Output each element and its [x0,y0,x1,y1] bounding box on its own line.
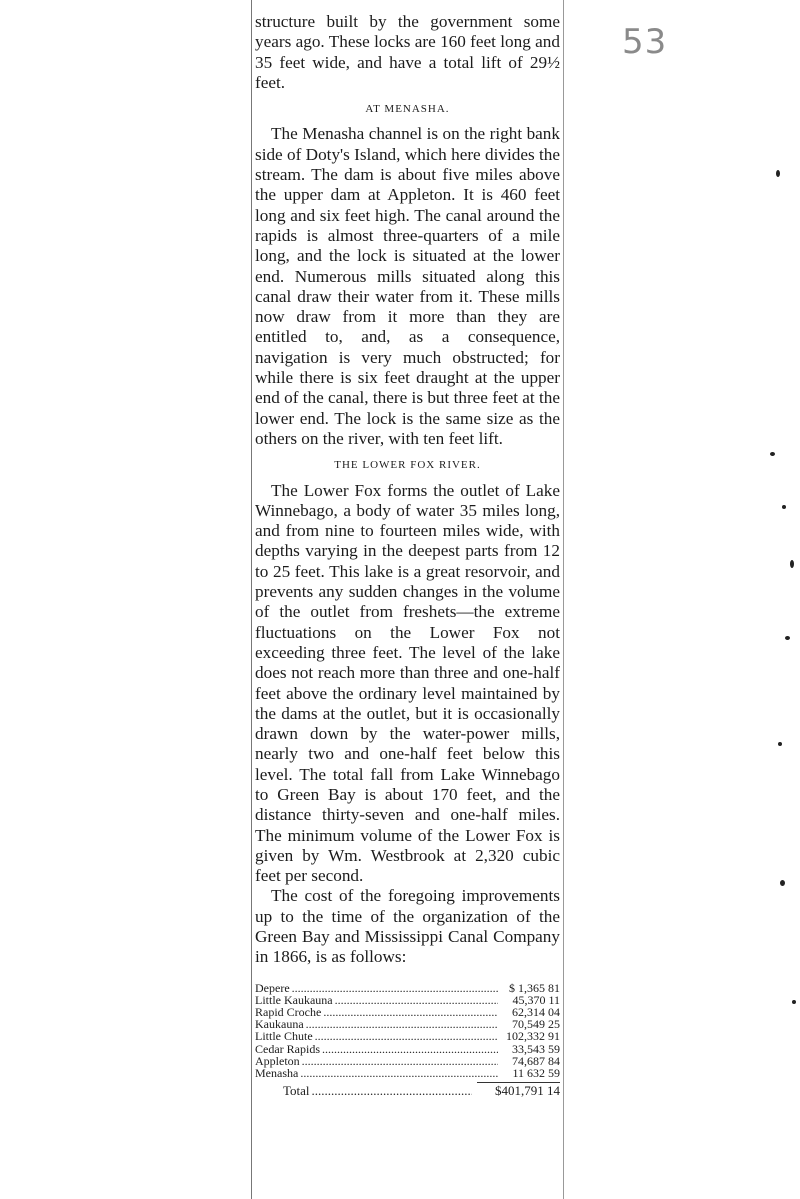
scan-speck [785,636,790,640]
ledger-name: Kaukauna [255,1017,304,1032]
leader-dots [302,1055,498,1067]
ledger-total-label: Total [283,1083,310,1099]
ledger-name: Little Kaukauna [255,992,333,1007]
ledger-amount: 45,370 11 [512,992,560,1007]
ledger-name: Menasha [255,1066,299,1081]
scan-speck [792,1000,796,1004]
clipping-right-edge [563,0,564,1199]
article-column [255,12,560,1097]
section-heading-lower-fox: THE LOWER FOX RIVER. [334,459,481,472]
cost-ledger [255,982,560,1098]
leader-dots [323,1006,498,1018]
ledger-amount: 62,314 04 [512,1005,560,1020]
ledger-amount: 11 632 59 [512,1066,560,1081]
leader-dots [312,1085,472,1097]
section-heading-menasha: AT MENASHA. [365,103,450,116]
ledger-amount: 70,549 25 [512,1017,560,1032]
ledger-total-row [255,1085,560,1097]
paragraph-1: structure built by the government some years ago. These locks are 160 feet long and 35 feet wide, and have a total lift of 29½ feet. [255,12,560,92]
ledger-amount: $ 1,365 81 [509,980,560,995]
ledger-amount: 74,687 84 [512,1053,560,1068]
paragraph-2: The Menasha channel is on the right bank side of Doty's Island, which here divides the stream. The dam is about five miles above the upper dam at Appleton. It is 460 feet long and six feet high. The canal around the rapids is almost three-quarters of a mile long, and the lock is situated at the lower end. Numerous mills situated along this canal draw their water from it. These mills now draw from it more than they are entitled to, and, as a consequence, navigation is very much obstructed; for while there is six feet draught at the upper end of the canal, there is but three feet at the lower end. The lock is the same size as the others on the river, with ten feet lift. [255,124,560,448]
paragraph-4: The cost of the foregoing improvements up to the time of the organization of the Green Bay and Mississippi Canal Company in 1866, is as follows: [255,886,560,967]
ledger-row [255,1030,560,1042]
leader-dots [335,994,498,1006]
ledger-total-amount: $401,791 14 [495,1083,560,1099]
leader-dots [300,1067,498,1079]
leader-dots [306,1018,498,1030]
ledger-name: Depere [255,980,290,995]
paragraph-3: The Lower Fox forms the outlet of Lake Winnebago, a body of water 35 miles long, and from nine to fourteen miles wide, with depths varying in the deepest parts from 12 to 25 feet. This lake is a great resorvoir, and prevents any sudden changes in the volume of the outlet from freshets—the extreme fluctuations on the Lower Fox not exceeding three feet. The level of the lake does not reach more than three and one-half feet above the ordinary level maintained by the dams at the outlet, but it is occasionally drawn down by the water-power mills, nearly two and one-half feet below this level. The total fall from Lake Winnebago to Green Bay is about 170 feet, and the distance thirty-seven and one-half miles. The minimum volume of the Lower Fox is given by Wm. Westbrook at 2,320 cubic feet per second. [255,480,560,886]
ledger-name: Appleton [255,1053,300,1068]
scan-speck [790,560,794,568]
ledger-row [255,1067,560,1079]
ledger-name: Cedar Rapids [255,1041,320,1056]
scan-speck [780,880,785,886]
ledger-name: Little Chute [255,1029,313,1044]
ledger-amount: 102,332 91 [506,1029,560,1044]
scan-speck [770,452,775,456]
leader-dots [315,1030,498,1042]
ledger-amount: 33,543 59 [512,1041,560,1056]
page-number: 53 [622,22,668,62]
clipping-left-edge [251,0,252,1199]
scan-speck [776,170,780,177]
scan-speck [778,742,782,746]
ledger-name: Rapid Croche [255,1005,322,1020]
scan-speck [782,505,786,509]
leader-dots [322,1043,498,1055]
